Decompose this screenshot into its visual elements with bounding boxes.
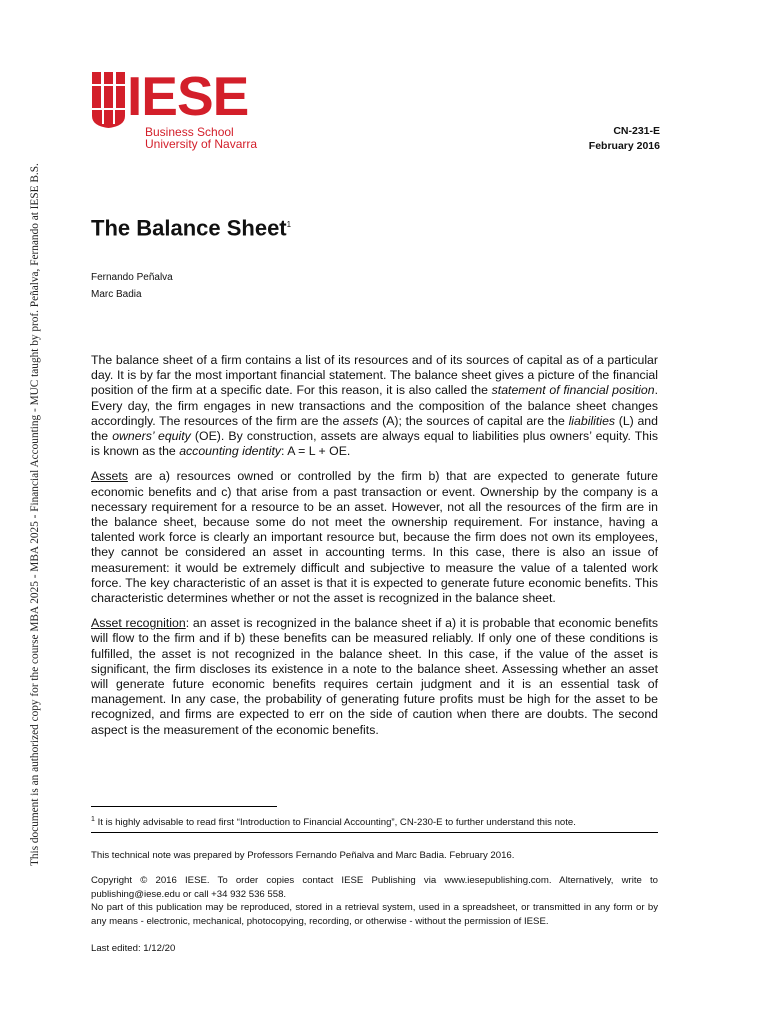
authors: [91, 269, 173, 303]
text-run: (OE). By construction, assets are always equal to liabilities plus owners’ equity. This is known as the: [91, 429, 658, 459]
page-title: [91, 210, 291, 243]
text-run: The balance sheet of a firm contains a list of its resources and of its sources of capital as of a particular day. It is by far the most important financial statement. The balance sheet gives a picture of the financial position of the firm at a specific date. For this reason, it is also called the: [91, 353, 658, 398]
authorized-copy-watermark: This document is an authorized copy for the course MBA 2025 - MBA 2025 - Financial Accounting - MUC taught by prof. Peñalva, Fernando at IESE B.S.: [29, 163, 41, 866]
logo-wordmark: IESE: [127, 65, 249, 127]
copyright-line: Copyright © 2016 IESE. To order copies contact IESE Publishing via www.iesepublishing.com. Alternatively, write to publishing@iese.edu or call +34 932 536 558.: [91, 875, 658, 900]
author-name: Fernando Peñalva: [91, 272, 173, 283]
italic-term: liabilities: [568, 413, 616, 428]
italic-term: accounting identity: [179, 444, 282, 459]
last-edited: Last edited: 1/12/20: [91, 943, 176, 954]
reproduction-notice: No part of this publication may be reproduced, stored in a retrieval system, used in a spreadsheet, or transmitted in any form or by any means - electronic, mechanical, photocopying, recording, or otherwise - without the permission of IESE.: [91, 902, 658, 927]
document-reference: [589, 124, 660, 154]
body-text: [91, 353, 658, 748]
logo-subtitle-school: Business School: [145, 125, 234, 139]
text-run: (L) and the: [91, 413, 658, 444]
paragraph-intro: [91, 353, 658, 459]
text-run: : A = L + OE.: [281, 444, 351, 459]
footnote-text: It is highly advisable to read first “Introduction to Financial Accounting”, CN-230-E to further understand this note.: [94, 817, 576, 829]
underlined-term: Assets: [91, 469, 128, 484]
document-code: CN-231-E: [613, 125, 660, 137]
logo-subtitle-university: University of Navarra: [145, 137, 258, 151]
italic-term: assets: [342, 413, 379, 428]
iese-logo: [92, 65, 258, 154]
section-divider: [91, 832, 658, 833]
italic-term: statement of financial position: [491, 383, 655, 398]
preparation-note: This technical note was prepared by Professors Fernando Peñalva and Marc Badia. February 2016.: [91, 850, 515, 861]
footnote-divider: [91, 806, 277, 807]
document-date: February 2016: [588, 140, 660, 152]
text-run: : an asset is recognized in the balance sheet if a) it is probable that economic benefits will flow to the firm and if b) these benefits can be measured reliably. If only one of these conditions is fulfilled, the asset is not recognized in the balance sheet. In this case, if the value of the asset is significant, the firm discloses its existence in a note to the balance sheet. Assessing whether an asset will generate future economic benefits requires certain judgment and it is an essential task of management. In any case, the probability of generating future profits must be high for the asset to be recognized, and firms are expected to err on the side of caution when there are doubts. The second aspect is the measurement of the economic benefits.: [91, 616, 658, 737]
text-run: . Every day, the firm engages in new transactions and the composition of the balance sheet changes accordingly. The resources of the firm are the: [91, 383, 658, 428]
text-run: (A); the sources of capital are the: [378, 413, 569, 428]
text-run: are a) resources owned or controlled by the firm b) that are expected to generate future economic benefits and c) that arise from a past transaction or event. Ownership by the company is a necessary requirement for a resource to be an asset. However, not all the resources of the firm are in the balance sheet, because some do not meet the ownership requirement. For instance, having a talented work force is clearly an important resource but, because the firm does not own its employees, they cannot be considered an asset in accounting terms. In this case, there is also an issue of measurement: it would be extremely difficult and subjective to measure the value of a talented work force. The key characteristic of an asset is that it is expected to generate future economic benefits. This characteristic determines whether or not the asset is recognized in the balance sheet.: [91, 469, 658, 606]
footnote: [91, 813, 658, 829]
copyright-notice: [91, 874, 658, 928]
italic-term: owners’ equity: [112, 429, 191, 444]
underlined-term: Asset recognition: [91, 616, 186, 631]
iese-bars-logo-icon: [92, 72, 126, 128]
paragraph-assets: [91, 469, 658, 606]
footnote-mark: 1: [91, 816, 95, 823]
author-name: Marc Badia: [91, 289, 142, 300]
paragraph-asset-recognition: [91, 616, 658, 738]
title-footnote-mark: 1: [286, 220, 292, 229]
title-text: The Balance Sheet: [91, 215, 287, 241]
